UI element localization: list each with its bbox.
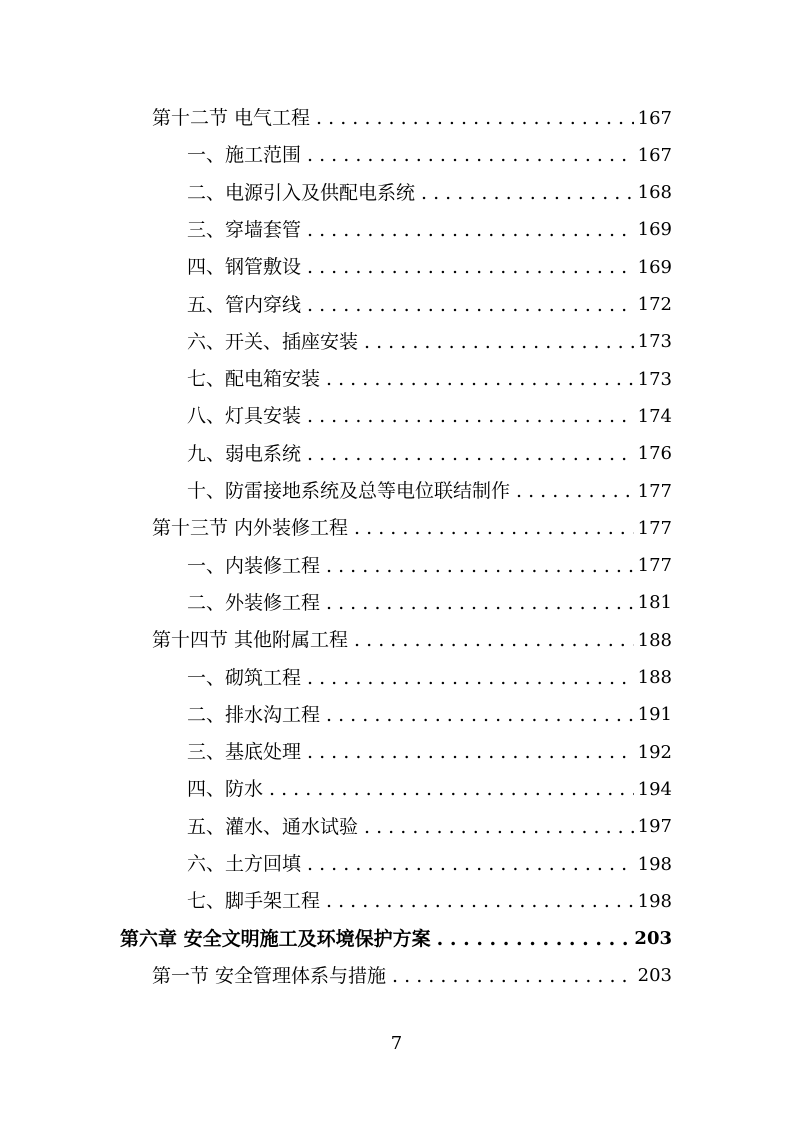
toc-entry-page: 197	[637, 816, 672, 838]
toc-entry-page: 168	[637, 182, 672, 204]
toc-entry[interactable]	[187, 436, 672, 473]
toc-entry[interactable]	[152, 622, 672, 659]
toc-entry-label: 二、外装修工程	[187, 591, 321, 614]
toc-leader-dots	[269, 780, 634, 799]
toc-entry-label: 一、内装修工程	[187, 554, 321, 577]
toc-leader-dots	[307, 669, 634, 688]
toc-entry-page: 167	[637, 107, 672, 129]
toc-entry[interactable]	[187, 398, 672, 435]
toc-leader-dots	[364, 818, 634, 837]
toc-entry[interactable]	[187, 287, 672, 324]
toc-entry[interactable]	[152, 958, 672, 995]
toc-leader-dots	[307, 743, 634, 762]
toc-entry-label: 第六章 安全文明施工及环境保护方案	[120, 927, 431, 950]
toc-entry-page: 181	[637, 592, 672, 614]
toc-entry[interactable]	[152, 100, 672, 137]
toc-leader-dots	[307, 445, 634, 464]
toc-entry-page: 167	[637, 144, 672, 166]
toc-leader-dots	[326, 892, 634, 911]
toc-entry-label: 第十二节 电气工程	[152, 107, 311, 129]
toc-leader-dots	[307, 407, 634, 426]
toc-entry[interactable]	[187, 771, 672, 808]
toc-leader-dots	[307, 146, 634, 165]
toc-entry[interactable]	[187, 212, 672, 249]
toc-entry-page: 203	[637, 965, 672, 987]
toc-entry-label: 六、土方回填	[187, 853, 302, 875]
toc-entry-page: 194	[637, 778, 672, 800]
toc-entry-page: 188	[637, 629, 672, 651]
toc-entry-page: 172	[637, 294, 672, 315]
toc-leader-dots	[307, 221, 634, 240]
toc-entry-label: 一、施工范围	[187, 144, 302, 167]
toc-leader-dots	[392, 967, 634, 986]
toc-entry-page: 173	[637, 331, 672, 353]
toc-leader-dots	[326, 706, 634, 725]
toc-leader-dots	[307, 296, 634, 315]
toc-leader-dots	[421, 184, 634, 203]
toc-entry-page: 174	[637, 405, 672, 427]
toc-leader-dots	[307, 258, 634, 277]
toc-entry[interactable]	[187, 548, 672, 585]
toc-entry[interactable]	[187, 137, 672, 174]
toc-entry-label: 十、防雷接地系统及总等电位联结制作	[187, 480, 511, 502]
toc-entry-page: 203	[634, 928, 672, 950]
toc-entry-page: 177	[637, 555, 672, 577]
toc-entry-label: 五、灌水、通水试验	[187, 815, 359, 838]
toc-entry-page: 177	[637, 480, 672, 502]
toc-leader-dots	[326, 557, 634, 576]
toc-entry-chapter[interactable]	[120, 921, 672, 958]
toc-entry-label: 八、灯具安装	[187, 405, 302, 428]
toc-entry-label: 六、开关、插座安装	[187, 330, 359, 353]
toc-entry-label: 二、排水沟工程	[187, 703, 321, 726]
toc-entry-label: 第一节 安全管理体系与措施	[152, 964, 387, 987]
toc-entry-label: 七、配电箱安装	[187, 368, 321, 391]
toc-entry[interactable]	[187, 473, 672, 510]
toc-entry-label: 七、脚手架工程	[187, 890, 321, 913]
toc-entry-page: 191	[637, 704, 672, 726]
toc-leader-dots	[354, 631, 634, 650]
toc-entry-label: 九、弱电系统	[187, 442, 302, 465]
toc-entry-label: 二、电源引入及供配电系统	[187, 181, 416, 204]
toc-entry[interactable]	[152, 510, 672, 547]
toc-entry[interactable]	[187, 883, 672, 920]
toc-entry-page: 188	[637, 667, 672, 688]
toc-leader-dots	[307, 855, 634, 874]
toc-entry-page: 176	[637, 443, 672, 465]
toc-entry[interactable]	[187, 324, 672, 361]
toc-leader-dots	[326, 370, 634, 389]
toc-entry[interactable]	[187, 249, 672, 286]
toc-entry-page: 177	[637, 517, 672, 539]
toc-entry[interactable]	[187, 660, 672, 697]
toc-entry[interactable]	[187, 361, 672, 398]
toc-entry-label: 四、防水	[187, 778, 264, 801]
toc-entry-label: 三、穿墙套管	[187, 218, 302, 241]
toc-leader-dots	[364, 333, 634, 352]
toc-entry[interactable]	[187, 809, 672, 846]
toc-entry-page: 198	[637, 890, 672, 912]
toc-entry[interactable]	[187, 846, 672, 883]
toc-entry-page: 198	[637, 853, 672, 875]
toc-leader-dots	[316, 109, 634, 128]
toc-entry-page: 169	[637, 219, 672, 241]
toc-leader-dots	[326, 594, 634, 613]
toc-entry-label: 四、钢管敷设	[187, 256, 302, 279]
toc-entry[interactable]	[187, 585, 672, 622]
toc-entry-page: 169	[637, 256, 672, 278]
toc-entry-label: 三、基底处理	[187, 741, 302, 764]
toc-entry[interactable]	[187, 175, 672, 212]
toc-entry-label: 第十三节 内外装修工程	[152, 517, 349, 540]
toc-entry-page: 192	[637, 741, 672, 763]
toc-entry-page: 173	[637, 368, 672, 390]
toc-entry-label: 五、管内穿线	[187, 293, 302, 316]
toc-entry[interactable]	[187, 734, 672, 771]
page-number: 7	[390, 1033, 403, 1054]
toc-leader-dots	[516, 482, 634, 501]
toc-leader-dots	[354, 519, 634, 538]
toc-leader-dots	[437, 930, 631, 949]
toc-entry[interactable]	[187, 697, 672, 734]
toc-entry-label: 第十四节 其他附属工程	[152, 629, 349, 652]
toc-entry-label: 一、砌筑工程	[187, 666, 302, 689]
